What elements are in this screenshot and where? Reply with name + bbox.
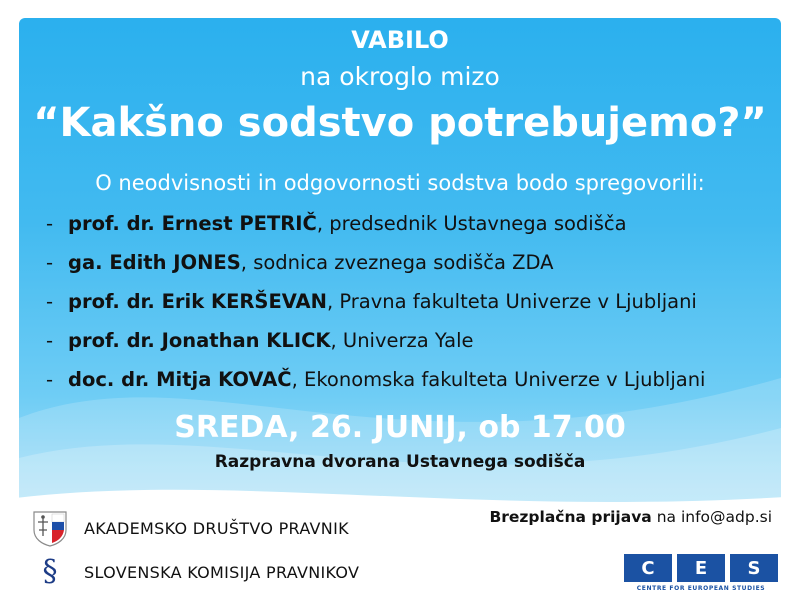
ces-subtitle: CENTRE FOR EUROPEAN STUDIES (636, 585, 766, 592)
speaker-list (46, 212, 705, 407)
speaker-item (46, 329, 705, 368)
speaker-role: , Ekonomska fakulteta Univerze v Ljubljani (291, 368, 706, 391)
akademsko-drustvo-pravnik-logo (30, 508, 70, 548)
speaker-item (46, 368, 705, 407)
organizer-label: AKADEMSKO DRUŠTVO PRAVNIK (84, 518, 349, 538)
ces-letter-c: C (624, 554, 672, 582)
list-dash: - (46, 368, 54, 391)
organizer-slovenska-komisija (30, 552, 359, 592)
speaker-name: doc. dr. Mitja KOVAČ (68, 368, 292, 391)
event-headline: “Kakšno sodstvo potrebujemo?” (33, 100, 767, 146)
paragraph-sign-logo (30, 552, 70, 592)
ces-logo (624, 554, 778, 592)
list-dash: - (46, 251, 54, 274)
speaker-name: prof. dr. Jonathan KLICK (68, 329, 331, 352)
invitation-subtitle: na okroglo mizo (300, 62, 500, 91)
event-date: SREDA, 26. JUNIJ, ob 17.00 (174, 410, 626, 445)
signup-email: na info@adp.si (651, 508, 772, 526)
list-dash: - (46, 329, 54, 352)
ces-letter-row (624, 554, 778, 582)
ces-letter-e: E (677, 554, 725, 582)
speaker-name: prof. dr. Ernest PETRIČ (68, 212, 317, 235)
speakers-intro: O neodvisnosti in odgovornosti sodstva bodo spregovorili: (95, 171, 705, 195)
organizer-akademsko-drustvo (30, 508, 349, 548)
speaker-role: , Univerza Yale (330, 329, 474, 352)
speaker-item (46, 290, 705, 329)
speaker-name: prof. dr. Erik KERŠEVAN (68, 290, 327, 313)
speaker-role: , predsednik Ustavnega sodišča (316, 212, 627, 235)
speaker-name: ga. Edith JONES (68, 251, 241, 274)
list-dash: - (46, 212, 54, 235)
signup-text (489, 508, 772, 526)
organizer-label: SLOVENSKA KOMISIJA PRAVNIKOV (84, 562, 360, 582)
speaker-item (46, 212, 705, 251)
speaker-role: , Pravna fakulteta Univerze v Ljubljani (326, 290, 697, 313)
event-venue: Razpravna dvorana Ustavnega sodišča (214, 452, 586, 472)
ces-letter-s: S (730, 554, 778, 582)
invitation-label: VABILO (351, 26, 449, 54)
speaker-role: , sodnica zveznega sodišča ZDA (240, 251, 554, 274)
shield-flag-icon (30, 508, 70, 548)
list-dash: - (46, 290, 54, 313)
speaker-item (46, 251, 705, 290)
signup-strong: Brezplačna prijava (489, 508, 652, 526)
paragraph-icon: § (42, 554, 58, 589)
